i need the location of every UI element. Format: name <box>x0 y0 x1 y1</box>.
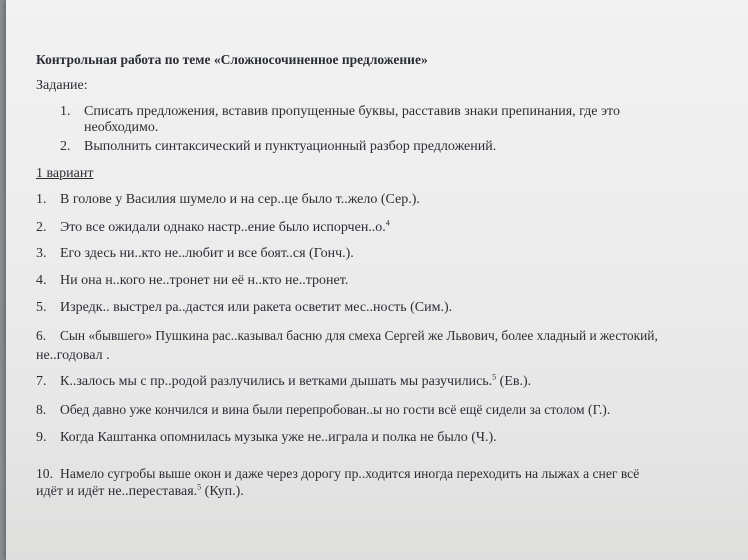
sentence-number: 10. <box>36 466 53 481</box>
sentence-text: Намело сугробы выше окон и даже через дорогу пр..ходится иногда переходить на лыжах а снег всё <box>60 466 640 481</box>
sentence-text: К..залось мы с пр..родой разлучились и ветками дышать мы разучились. <box>60 374 493 389</box>
sentence <box>36 300 452 316</box>
sentence-text: Это все ожидали однако настр..ение было испорчен..о. <box>60 220 386 235</box>
sentence <box>36 192 420 208</box>
task-text: Списать предложения, вставив пропущенные буквы, расставив знаки препинания, где это <box>84 104 620 119</box>
task-number: 2. <box>60 139 71 154</box>
task-item <box>60 139 496 155</box>
sentence-number: 7. <box>36 374 47 389</box>
sentence <box>36 246 354 262</box>
task-text: Выполнить синтаксический и пунктуационный разбор предложений. <box>84 139 497 154</box>
sentence <box>36 466 639 482</box>
sentence <box>36 402 610 418</box>
worksheet-page <box>6 0 748 560</box>
task-text-continued: необходимо. <box>84 120 159 135</box>
sentence-text: Ни она н..кого не..тронет ни её н..кто не..тронет. <box>60 273 349 288</box>
sentence-number: 9. <box>36 430 47 445</box>
sentence-text: Сын «бывшего» Пушкина рас..казывал басню для смеха Сергей же Львович, более хладный и жестокий, <box>60 328 658 343</box>
sentence-text: В голове у Василия шумело и на сер..це было т..жело (Сер.). <box>60 192 420 207</box>
sentence <box>36 220 390 236</box>
footnote-mark: 4 <box>385 218 390 228</box>
sentence-number: 3. <box>36 246 47 261</box>
sentence-continued: не..годовал . <box>36 348 110 363</box>
sentence-text: Обед давно уже кончился и вина были перепробован..ы но гости всё ещё сидели за столом (Г.). <box>60 402 611 417</box>
footnote-mark: 5 <box>492 372 497 382</box>
sentence <box>36 273 348 289</box>
sentence-text: идёт и идёт не..переставая. <box>36 484 198 499</box>
variant-heading: 1 вариант <box>36 166 94 181</box>
sentence <box>36 430 497 446</box>
sentence-text: Изредк.. выстрел ра..дастся или ракета осветит мес..ность (Сим.). <box>60 300 453 315</box>
sentence-number: 4. <box>36 273 47 288</box>
sentence-text: Его здесь ни..кто не..любит и все боят..ся (Гонч.). <box>60 246 354 261</box>
sentence <box>36 328 658 344</box>
sentence-number: 6. <box>36 328 47 343</box>
task-number: 1. <box>60 104 71 119</box>
sentence-number: 2. <box>36 220 47 235</box>
sentence <box>36 374 531 390</box>
source-ref: (Ев.). <box>496 374 532 389</box>
sentence-number: 8. <box>36 402 47 417</box>
task-label: Задание: <box>36 78 88 93</box>
sentence-number: 1. <box>36 192 47 207</box>
task-item <box>60 104 620 120</box>
page-title: Контрольная работа по теме «Сложносочиненное предложение» <box>36 52 428 67</box>
sentence-number: 5. <box>36 300 47 315</box>
source-ref: (Куп.). <box>201 484 244 499</box>
footnote-mark: 5 <box>197 482 202 492</box>
sentence-text: Когда Каштанка опомнилась музыка уже не..играла и полка не было (Ч.). <box>60 430 497 445</box>
sentence-continued <box>36 484 244 500</box>
